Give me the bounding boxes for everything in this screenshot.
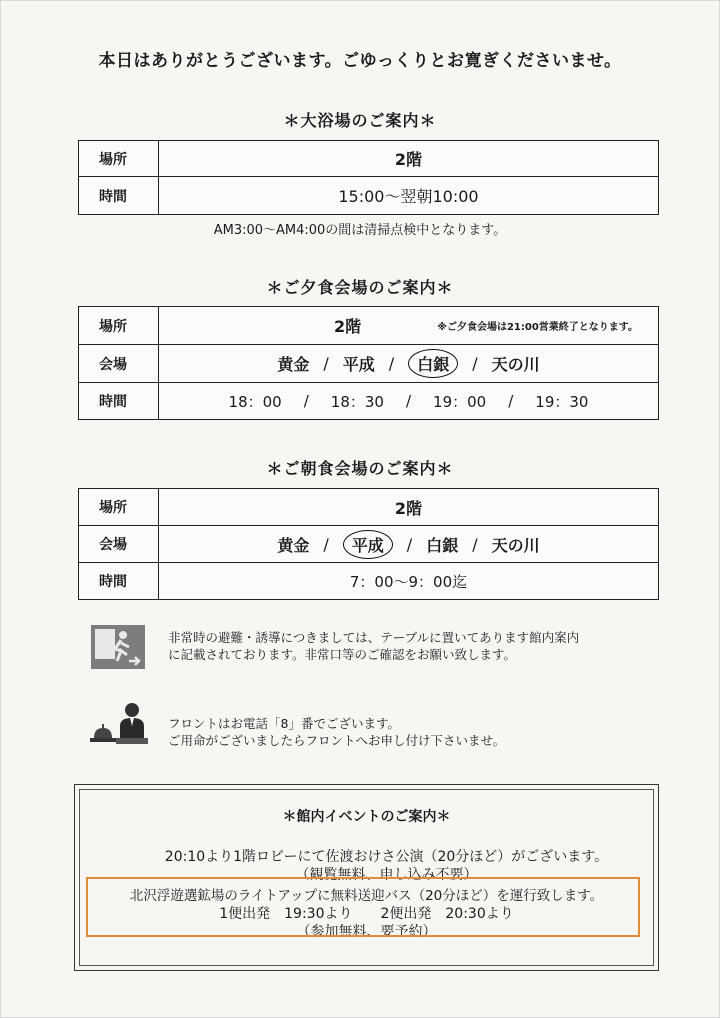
separator: / [472, 354, 478, 373]
breakfast-place-label: 場所 [79, 489, 159, 525]
bath-place-value: 2階 [394, 150, 423, 169]
dinner-time-3: 19：00 [433, 392, 487, 411]
breakfast-venues [159, 526, 658, 562]
breakfast-place-row [79, 489, 658, 526]
dinner-venues [159, 345, 658, 382]
event-line-1: 20:10より1階ロビーにて佐渡おけさ公演（20分ほど）がございます。 [164, 849, 609, 865]
event-heading: ＊館内イベントのご案内＊ [282, 809, 451, 825]
breakfast-time-label: 時間 [79, 563, 159, 599]
dinner-venue-2: 平成 [342, 355, 375, 374]
separator: / [303, 392, 309, 410]
dinner-time-label: 時間 [79, 383, 159, 419]
emergency-line-2: に記載されております。非常口等のご確認をお願い致します。 [168, 647, 517, 662]
breakfast-heading: ＊ご朝食会場のご案内＊ [266, 459, 454, 478]
dinner-place-note: ※ご夕食会場は21:00営業終了となります。 [437, 322, 638, 333]
bath-heading: ＊大浴場のご案内＊ [283, 111, 437, 130]
event-line-5: （参加無料、要予約） [296, 924, 437, 940]
breakfast-time-row [79, 563, 658, 599]
separator: / [323, 534, 329, 554]
separator: / [508, 392, 514, 410]
bath-table [78, 140, 659, 215]
breakfast-venue-row [79, 526, 658, 563]
separator: / [388, 354, 395, 373]
event-line-2: （観覧無料、申し込み不要） [295, 867, 478, 883]
dinner-venue-3-circled: 白銀 [408, 349, 458, 378]
front-line-1: フロントはお電話「8」番でございます。 [168, 716, 400, 731]
front-line-2: ご用命がございましたらフロントへお申し付け下さいませ。 [168, 733, 506, 748]
separator: / [472, 534, 478, 554]
bath-place-label: 場所 [79, 141, 159, 176]
greeting: 本日はありがとうございます。ごゆっくりとお寛ぎくださいませ。 [98, 51, 622, 71]
dinner-venue-label: 会場 [79, 345, 159, 382]
bath-place-row [79, 141, 658, 177]
dinner-place-value: 2階 [334, 317, 362, 336]
front-desk-icon [88, 700, 152, 752]
dinner-time-1: 18：00 [228, 392, 282, 411]
breakfast-venue-label: 会場 [79, 526, 159, 562]
dinner-place-row [79, 307, 658, 345]
event-line-4: 1便出発 19:30より 2便出発 20:30より [219, 906, 514, 922]
dinner-table [78, 306, 659, 420]
dinner-time-4: 19：30 [535, 392, 589, 411]
breakfast-venue-4: 天の川 [491, 535, 540, 555]
dinner-venue-row [79, 345, 658, 383]
emergency-info [168, 629, 579, 663]
dinner-times [159, 383, 658, 419]
bath-time-row [79, 177, 658, 214]
breakfast-table [78, 488, 659, 600]
bath-time-value: 15:00〜翌朝10:00 [338, 187, 479, 206]
front-info [168, 715, 505, 749]
separator: / [406, 534, 413, 554]
bath-note: AM3:00〜AM4:00の間は清掃点検中となります。 [213, 223, 507, 238]
dinner-heading: ＊ご夕食会場のご案内＊ [266, 278, 454, 297]
breakfast-time-value: 7：00〜9：00迄 [349, 572, 468, 591]
separator: / [405, 392, 412, 410]
separator: / [323, 354, 329, 373]
breakfast-venue-1: 黄金 [277, 535, 310, 555]
emergency-exit-icon [91, 625, 145, 673]
bath-time-label: 時間 [79, 177, 159, 214]
dinner-venue-4: 天の川 [491, 355, 540, 374]
dinner-time-2: 18：30 [330, 392, 384, 411]
dinner-venue-1: 黄金 [277, 355, 310, 374]
breakfast-venue-3: 白銀 [426, 535, 459, 555]
dinner-time-row [79, 383, 658, 419]
event-line-3: 北沢浮遊選鉱場のライトアップに無料送迎バス（20分ほど）を運行致します。 [129, 888, 604, 904]
highlight-box [86, 877, 640, 937]
dinner-place-label: 場所 [79, 307, 159, 344]
breakfast-venue-2-circled: 平成 [343, 530, 393, 559]
emergency-line-1: 非常時の避難・誘導につきましては、テーブルに置いてあります館内案内 [168, 630, 580, 645]
breakfast-place-value: 2階 [394, 498, 423, 518]
